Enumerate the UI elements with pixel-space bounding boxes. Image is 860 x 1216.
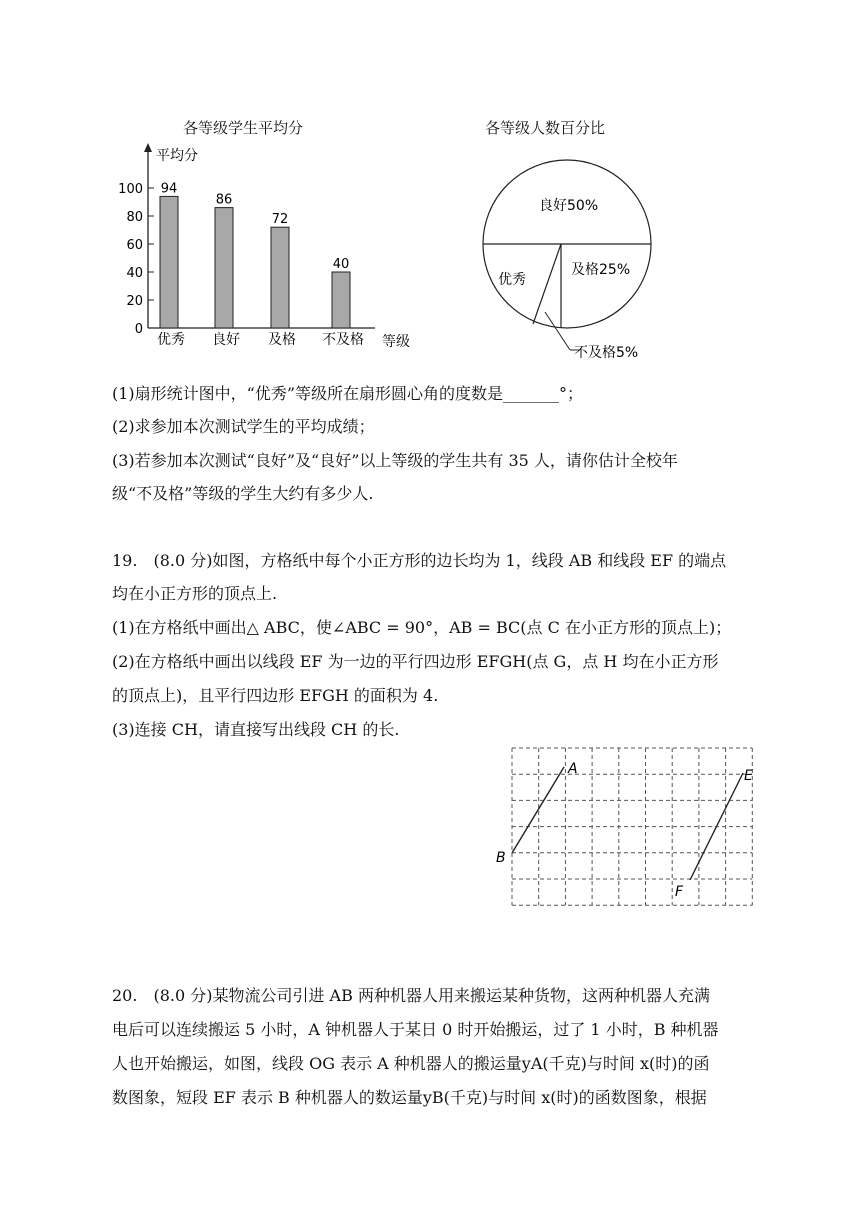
x-tick-label: 不及格 xyxy=(322,332,364,348)
bar-value-label: 40 xyxy=(332,257,350,272)
y-tick-label: 60 xyxy=(126,238,143,253)
bar-value-label: 72 xyxy=(271,212,289,228)
point-f-label: F xyxy=(675,884,684,900)
q19-line3: (1)在方格纸中画出△ ABC，使∠ABC = 90°，AB = BC(点 C 在小正方形的顶点上)； xyxy=(112,618,732,637)
bar-chart xyxy=(110,140,430,355)
pie-leader-line xyxy=(545,312,570,350)
point-a-label: A xyxy=(568,761,578,777)
bar xyxy=(332,272,350,328)
pie-label-lianghao: 良好50% xyxy=(539,198,599,214)
y-axis-label: 平均分 xyxy=(156,148,198,164)
point-e-label: E xyxy=(744,768,753,784)
pie-divider-slant xyxy=(533,244,561,324)
q20-line4: 数图象，短段 EF 表示 B 种机器人的数运量yB(千克)与时间 x(时)的函数图象，根据 xyxy=(112,1088,707,1107)
pie-label-bujige: 不及格5% xyxy=(574,345,639,361)
x-tick-label: 及格 xyxy=(268,332,296,348)
q19-line1: 19. (8.0 分)如图，方格纸中每个小正方形的边长均为 1，线段 AB 和线段 EF 的端点 xyxy=(112,551,727,570)
bar xyxy=(271,227,289,328)
x-axis-label: 等级 xyxy=(382,334,410,350)
pie-label-youxiu: 优秀 xyxy=(498,272,526,288)
q19-line5: 的顶点上)，且平行四边形 EFGH 的面积为 4. xyxy=(112,686,439,705)
y-axis-arrow xyxy=(144,143,152,152)
bar-chart-title: 各等级学生平均分 xyxy=(183,119,304,137)
q19-line4: (2)在方格纸中画出以线段 EF 为一边的平行四边形 EFGH(点 G，点 H 均在小正方形 xyxy=(112,652,719,671)
y-tick-label: 80 xyxy=(126,210,143,225)
pie-label-jige: 及格25% xyxy=(571,262,631,278)
q19-line6: (3)连接 CH，请直接写出线段 CH 的长. xyxy=(112,720,400,739)
bar-value-label: 94 xyxy=(160,181,178,197)
y-tick-label: 20 xyxy=(126,294,143,309)
bar xyxy=(215,208,233,328)
q18-part3-line1: (3)若参加本次测试“良好”及“良好”以上等级的学生共有 35 人，请你估计全校年 xyxy=(112,451,678,470)
x-tick-label: 良好 xyxy=(212,332,240,348)
point-b-label: B xyxy=(496,850,506,866)
q20-line2: 电后可以连续搬运 5 小时，A 钟机器人于某日 0 时开始搬运，过了 1 小时，B 种机器 xyxy=(112,1020,719,1039)
q19-grid-figure xyxy=(490,740,760,910)
q18-part1: (1)扇形统计图中，“优秀”等级所在扇形圆心角的度数是_______°； xyxy=(112,384,584,403)
x-tick-label: 优秀 xyxy=(157,332,185,348)
q18-part2: (2)求参加本次测试学生的平均成绩； xyxy=(112,417,375,436)
pie-chart xyxy=(460,140,680,365)
bar xyxy=(160,196,178,328)
segment-ab xyxy=(512,767,564,853)
q18-part3-line2: 级“不及格”等级的学生大约有多少人. xyxy=(112,484,374,503)
q20-line3: 人也开始搬运，如图，线段 OG 表示 A 种机器人的搬运量yA(千克)与时间 x(时)的函 xyxy=(112,1054,710,1073)
bar-value-label: 86 xyxy=(215,192,233,208)
q19-line2: 均在小正方形的顶点上. xyxy=(112,584,278,603)
pie-chart-title: 各等级人数百分比 xyxy=(485,119,606,137)
q20-line1: 20. (8.0 分)某物流公司引进 AB 两种机器人用来搬运某种货物，这两种机器人充满 xyxy=(112,986,710,1005)
y-tick-label: 40 xyxy=(126,266,143,281)
y-tick-label: 100 xyxy=(118,182,143,197)
y-tick-label: 0 xyxy=(134,322,143,337)
